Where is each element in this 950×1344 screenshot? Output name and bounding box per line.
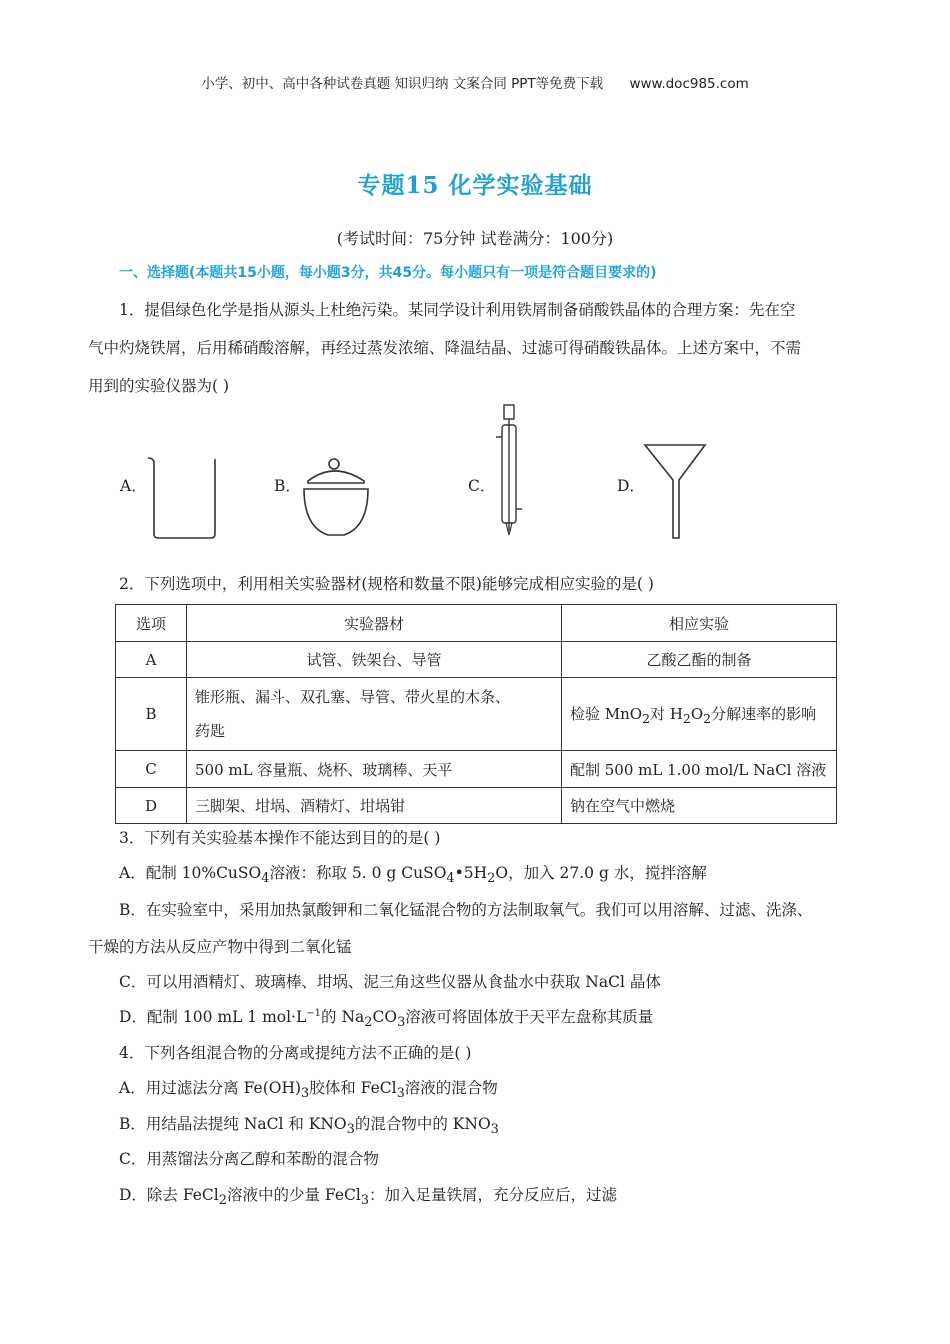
section-heading: 一、选择题(本题共15小题，每小题3分，共45分。每小题只有一项是符合题目要求的) (119, 265, 657, 281)
q4-option-d: D．除去 FeCl$_2$溶液中的少量 FeCl$_3$：加入足量铁屑，充分反应后，过滤 (119, 1186, 618, 1209)
table-cell-experiment: 乙酸乙酯的制备 (562, 642, 837, 678)
q1-line3: 用到的实验仪器为( ) (88, 377, 230, 395)
table-cell-option: A (116, 642, 187, 678)
exam-info: (考试时间：75分钟 试卷满分：100分) (336, 229, 614, 248)
equipment-line: 药匙 (195, 722, 226, 740)
table-header-row (116, 605, 837, 642)
table-cell-equipment: 试管、铁架台、导管 (187, 642, 562, 678)
table-cell-experiment: 检验 MnO$_2$对 $H_2O_2$分解速率的影响 (562, 678, 837, 751)
table-cell-experiment: 配制 500 mL 1.00 mol/L NaCl 溶液 (562, 751, 837, 788)
q3-option-a: A．配制 10%CuSO$_4$溶液：称取 5. 0 g $CuSO_4•5H_2O$，加入 27.0 g 水，搅拌溶解 (119, 864, 707, 887)
q2-table (115, 604, 837, 824)
q3-stem: 3．下列有关实验基本操作不能达到目的的是( ) (119, 829, 441, 847)
q1-line1: 1．提倡绿色化学是指从源头上杜绝污染。某同学设计利用铁屑制备硝酸铁晶体的合理方案：先在空 (119, 301, 796, 319)
table-row (116, 678, 837, 751)
table-cell-equipment: 三脚架、坩埚、酒精灯、坩埚钳 (187, 788, 562, 824)
q4-option-b: B．用结晶法提纯 NaCl 和 $KNO_3$的混合物中的 $KNO_3$ (119, 1115, 499, 1138)
table-cell-equipment: 500 mL 容量瓶、烧杯、玻璃棒、天平 (187, 751, 562, 788)
q3-option-d: D．配制 100 mL 1 $mol\cdot L^{-1}$的 $Na_2CO_3$溶液可将固体放于天平左盘称其质量 (119, 1007, 654, 1031)
header-url[interactable]: www.doc985.com (629, 76, 749, 92)
q4-option-c: C．用蒸馏法分离乙醇和苯酚的混合物 (119, 1150, 379, 1168)
table-row (116, 788, 837, 824)
page-header (0, 72, 950, 92)
table-cell-equipment (187, 678, 562, 751)
table-cell-experiment: 钠在空气中燃烧 (562, 788, 837, 824)
equipment-line: 锥形瓶、漏斗、双孔塞、导管、带火星的木条、 (195, 688, 511, 706)
q3-option-c: C．可以用酒精灯、玻璃棒、坩埚、泥三角这些仪器从食盐水中获取 NaCl 晶体 (119, 973, 661, 991)
table-row (116, 751, 837, 788)
q4-stem: 4．下列各组混合物的分离或提纯方法不正确的是( ) (119, 1044, 472, 1062)
table-cell-option: D (116, 788, 187, 824)
q2-stem: 2．下列选项中，利用相关实验器材(规格和数量不限)能够完成相应实验的是( ) (119, 575, 654, 593)
table-header-cell: 相应实验 (562, 605, 837, 642)
q1-option-b-label: B． (274, 477, 301, 495)
q1-line2: 气中灼烧铁屑，后用稀硝酸溶解，再经过蒸发浓缩、降温结晶、过滤可得硝酸铁晶体。上述方案中，不需 (88, 339, 802, 357)
crucible-icon (300, 455, 372, 540)
table-header-cell: 实验器材 (187, 605, 562, 642)
q1-option-d-label: D． (617, 477, 645, 495)
header-text: 小学、初中、高中各种试卷真题 知识归纳 文案合同 PPT等免费下载 (201, 76, 604, 92)
q1-option-a-label: A． (120, 477, 147, 495)
q3-option-b-line1: B．在实验室中，采用加热氯酸钾和二氧化锰混合物的方法制取氧气。我们可以用溶解、过滤、洗涤、 (119, 901, 813, 919)
funnel-icon (643, 442, 708, 540)
table-row (116, 642, 837, 678)
table-cell-option: B (116, 678, 187, 751)
table-cell-option: C (116, 751, 187, 788)
beaker-icon (145, 452, 220, 540)
page-title: 专题15 化学实验基础 (357, 172, 593, 199)
q3-option-b-line2: 干燥的方法从反应产物中得到二氧化锰 (88, 938, 352, 956)
table-header-cell: 选项 (116, 605, 187, 642)
q1-option-c-label: C． (468, 477, 496, 495)
q4-option-a: A．用过滤法分离 $Fe(OH)_3$胶体和 FeCl$_3$溶液的混合物 (119, 1079, 498, 1102)
condenser-icon (494, 403, 526, 540)
